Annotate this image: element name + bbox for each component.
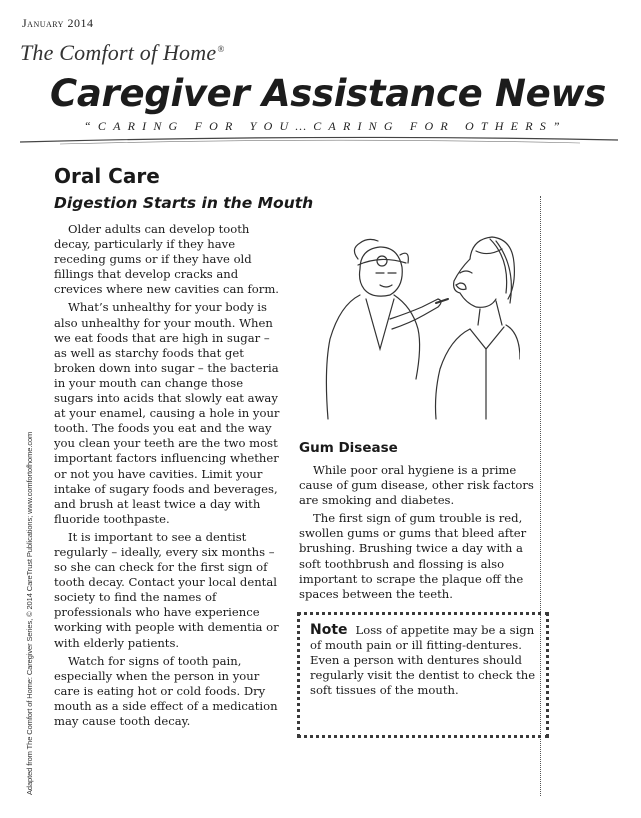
tagline: “CARING FOR YOU…CARING FOR OTHERS” bbox=[84, 119, 567, 133]
note-label: Note bbox=[310, 622, 348, 638]
side-credit: Adapted from The Comfort of Home: Caregiver Series, © 2014 CareTrust Publications; www.comfortofhome.com bbox=[25, 431, 34, 795]
article-column-2 bbox=[299, 463, 537, 605]
note-text: Loss of appetite may be a sign of mouth pain or ill fitting-dentures. Even a person with dentures should regularly visit the dentist to check the soft tissues of the mouth. bbox=[310, 623, 536, 698]
section-heading-gum-disease: Gum Disease bbox=[299, 440, 398, 456]
brand-logo bbox=[20, 40, 224, 66]
article-subtitle: Digestion Starts in the Mouth bbox=[54, 194, 314, 212]
masthead-title: Caregiver Assistance News bbox=[50, 72, 607, 115]
issue-date: January 2014 bbox=[22, 16, 94, 30]
article-column-1 bbox=[54, 222, 286, 732]
note-box bbox=[297, 612, 549, 738]
paragraph: Older adults can develop tooth decay, particularly if they have receding gums or if they have old fillings that develop cracks and crevices where new cavities can form. bbox=[54, 222, 279, 297]
paragraph: Watch for signs of tooth pain, especially when the person in your care is eating hot or cold foods. Dry mouth as a side effect of a medication may cause tooth decay. bbox=[54, 653, 278, 728]
paragraph: What’s unhealthy for your body is also unhealthy for your mouth. When we eat foods that are high in sugar – as well as starchy foods that get broken down into sugar – the bacteria in your mouth can change those sugars into acids that slowly eat away at your enamel, causing a hole in your tooth. The foods you eat and the way you clean your teeth are the two most important factors influencing whether or not you have cavities. Limit your intake of sugary foods and beverages, and brush at least twice a day with fluoride toothpaste. bbox=[54, 300, 280, 526]
article-title: Oral Care bbox=[54, 164, 160, 188]
paragraph: It is important to see a dentist regularly – ideally, every six months – so she can check for the first sign of tooth decay. Contact your local dental society to find the names of professionals who have experience working with people with dementia or with elderly patients. bbox=[54, 529, 279, 650]
masthead-swoosh bbox=[20, 128, 620, 150]
brand-name: The Comfort of Home bbox=[20, 40, 217, 65]
dentist-patient-illustration bbox=[320, 229, 520, 424]
paragraph: While poor oral hygiene is a prime cause of gum disease, other risk factors are smoking and diabetes. bbox=[299, 463, 534, 508]
paragraph: The first sign of gum trouble is red, swollen gums or gums that bleed after brushing. Brushing twice a day with a soft toothbrush and flossing is also important to scrape the plaque off the spaces between the teeth. bbox=[299, 511, 527, 601]
registered-mark: ® bbox=[217, 43, 225, 54]
